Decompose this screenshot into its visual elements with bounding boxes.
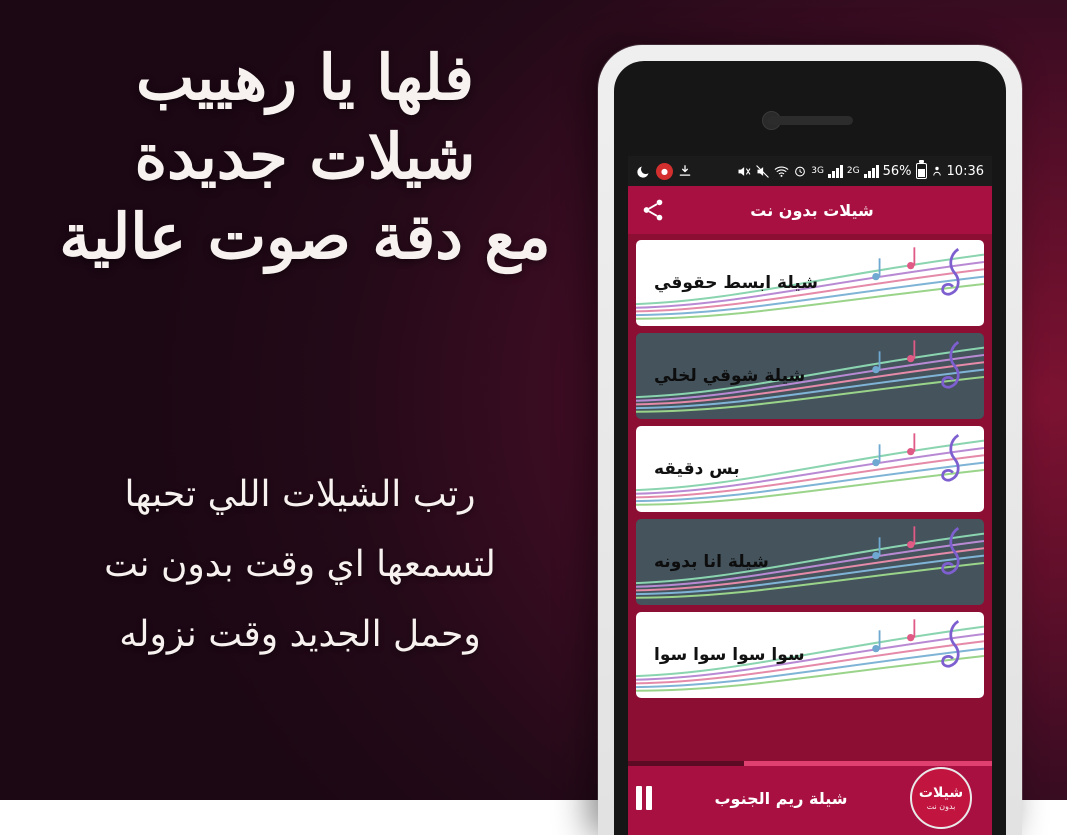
phone-bezel <box>614 61 1006 835</box>
promo-headline-line-2: شيلات جديدة <box>134 120 476 194</box>
playback-progress-bar[interactable] <box>628 761 992 766</box>
alarm-icon <box>793 164 807 178</box>
promo-headline-line-3: مع دقة صوت عالية <box>59 199 551 273</box>
app-bar <box>628 186 992 234</box>
app-screen <box>628 156 992 835</box>
person-icon <box>931 164 943 178</box>
playback-progress-fill <box>744 761 992 766</box>
battery-percent-label: 56% <box>882 163 912 179</box>
album-thumbnail <box>910 767 972 829</box>
page-title: شيلات بدون نت <box>750 200 874 220</box>
wifi-icon <box>774 164 789 179</box>
song-title: شيلة شوقي لخلي <box>654 366 806 386</box>
promo-subtext-line-1: رتب الشيلات اللي تحبها <box>124 474 476 515</box>
network-2g-label: 2G <box>846 165 860 176</box>
signal-bars-icon <box>828 164 843 178</box>
album-thumb-line-2: بدون نت <box>926 802 956 811</box>
list-item[interactable] <box>636 240 984 326</box>
song-title: شيلة ابسط حقوقي <box>654 273 818 293</box>
earpiece-speaker <box>767 116 853 125</box>
list-item[interactable] <box>636 612 984 698</box>
pause-icon[interactable] <box>636 786 652 810</box>
record-red-icon: ● <box>656 163 673 180</box>
moon-icon <box>636 164 651 179</box>
phone-mockup <box>598 45 1022 835</box>
list-item[interactable] <box>636 519 984 605</box>
song-list[interactable] <box>628 234 992 761</box>
promo-subtext <box>40 460 560 671</box>
network-3g-label: 3G <box>811 165 824 176</box>
mute-icon <box>736 164 751 179</box>
song-title: بس دقيقه <box>654 459 740 479</box>
album-thumb-line-1: شيلات <box>918 785 964 801</box>
status-bar <box>628 156 992 186</box>
signal-bars-2-icon <box>864 164 879 178</box>
list-item[interactable] <box>636 333 984 419</box>
promo-headline <box>40 38 570 276</box>
song-title: سوا سوا سوا سوا <box>654 645 805 665</box>
now-playing-title: شيلة ريم الجنوب <box>714 788 848 808</box>
clock-time-label: 10:36 <box>946 163 984 179</box>
song-title: شيلة انا بدونه <box>654 552 769 572</box>
volume-off-icon <box>755 164 770 179</box>
promo-headline-line-1: فلها يا رهييب <box>136 41 474 114</box>
share-icon[interactable] <box>640 197 666 223</box>
promo-subtext-line-2: لتسمعها اي وقت بدون نت <box>104 544 496 586</box>
list-item[interactable] <box>636 426 984 512</box>
player-bar[interactable] <box>628 761 992 835</box>
promo-subtext-line-3: وحمل الجديد وقت نزوله <box>119 614 481 656</box>
battery-icon <box>916 163 927 179</box>
download-icon <box>678 164 692 178</box>
